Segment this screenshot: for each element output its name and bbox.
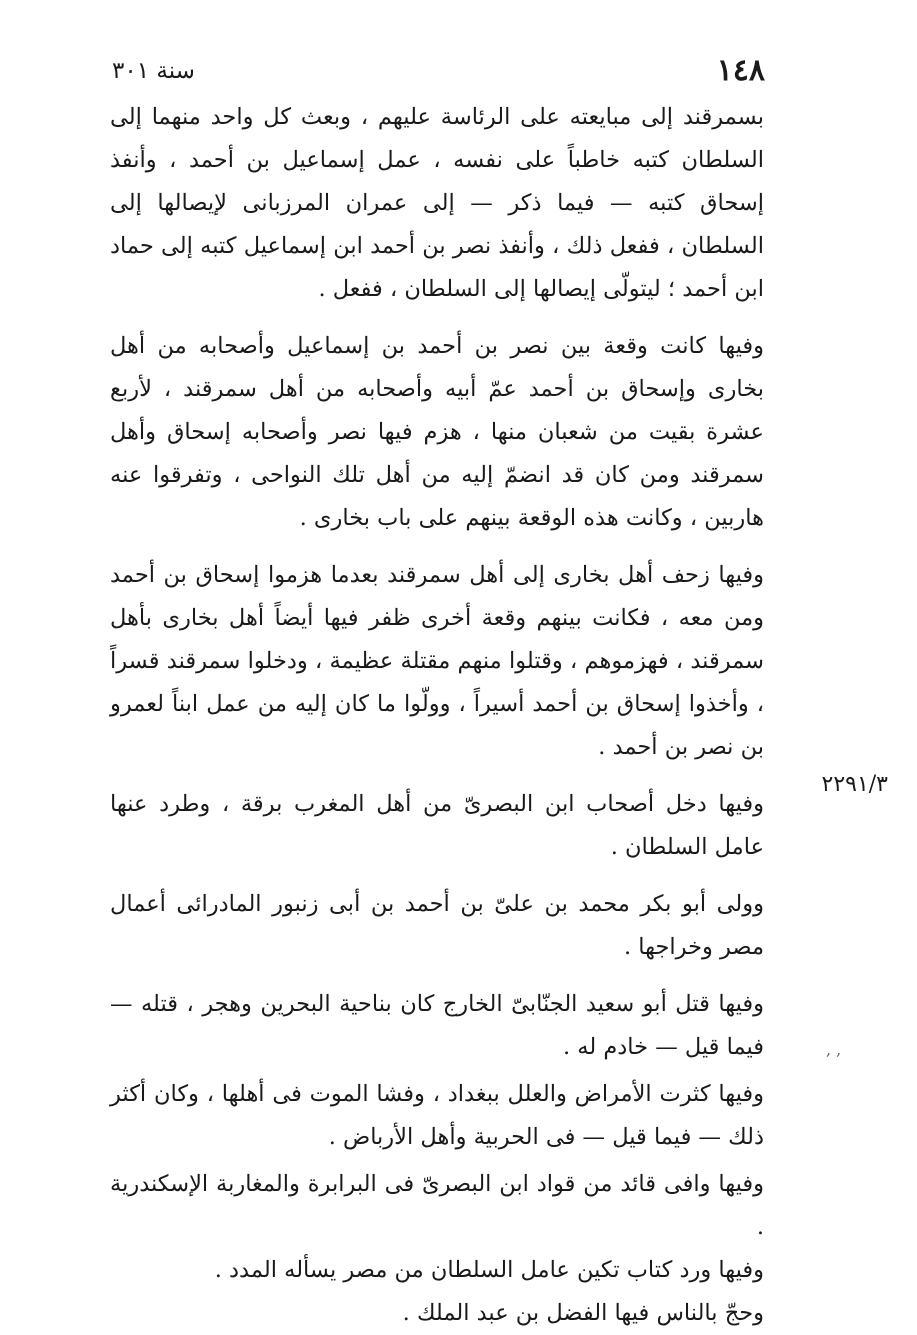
paragraph: وفيها كانت وقعة بين نصر بن أحمد بن إسماعيل وأصحابه من أهل بخارى وإسحاق بن أحمد عمّ أبيه وأصحابه من أهل سمرقند ، لأربع عشرة بقيت من شعبان منها ، هزم فيها نصر وأصحابه إسحاق وأهل سمرقند ومن كان قد انضمّ إليه من أهل تلك النواحى ، وتفرقوا عنه هاربين ، وكانت هذه الوقعة بينهم على باب بخارى .: [110, 333, 764, 531]
page-number: ١٤٨: [716, 53, 765, 88]
paragraph: وفيها زحف أهل بخارى إلى أهل سمرقند بعدما هزموا إسحاق بن أحمد ومن معه ، فكانت بينهم وقعة أخرى ظفر فيها أيضاً أهل بخارى بأهل سمرقند ، فهزموهم ، وقتلوا منهم مقتلة عظيمة ، ودخلوا سمرقند قسراً ، وأخذوا إسحاق بن أحمد أسيراً ، وولّوا ما كان إليه من عمل ابناً لعمرو بن نصر بن أحمد .: [110, 562, 764, 760]
paragraph: وفيها ورد كتاب تكين عامل السلطان من مصر يسأله المدد .: [214, 1257, 764, 1283]
running-header-year: سنة ٣٠١: [112, 58, 195, 84]
paragraph: وفيها كثرت الأمراض والعلل ببغداد ، وفشا الموت فى أهلها ، وكان أكثر ذلك — فيما قيل — فى الحربية وأهل الأرباض .: [110, 1081, 764, 1150]
margin-reference-note: ٢٢٩١/٣: [821, 772, 888, 797]
paragraph: بسمرقند إلى مبايعته على الرئاسة عليهم ، وبعث كل واحد منهما إلى السلطان كتبه خاطباً على نفسه ، عمل إسماعيل بن أحمد ، وأنفذ إسحاق كتبه — فيما ذكر — إلى عمران المرزبانى لإيصالها إلى السلطان ، ففعل ذلك ، وأنفذ نصر بن أحمد ابن إسماعيل كتبه إلى حماد ابن أحمد ؛ ليتولّى إيصالها إلى السلطان ، ففعل .: [110, 104, 764, 302]
paragraph: وحجّ بالناس فيها الفضل بن عبد الملك .: [402, 1300, 764, 1326]
paragraph: وفيها دخل أصحاب ابن البصرىّ من أهل المغرب برقة ، وطرد عنها عامل السلطان .: [110, 791, 764, 860]
page-body: [110, 96, 764, 1335]
paragraph: وولى أبو بكر محمد بن علىّ بن أحمد بن أبى زنبور المادرائى أعمال مصر وخراجها .: [110, 891, 764, 960]
print-speck: , ,: [826, 1040, 842, 1059]
paragraph: وفيها قتل أبو سعيد الجنّابىّ الخارج كان بناحية البحرين وهجر ، قتله — فيما قيل — خادم له .: [110, 991, 764, 1060]
paragraph: وفيها وافى قائد من قواد ابن البصرىّ فى البرابرة والمغاربة الإسكندرية .: [110, 1171, 764, 1240]
